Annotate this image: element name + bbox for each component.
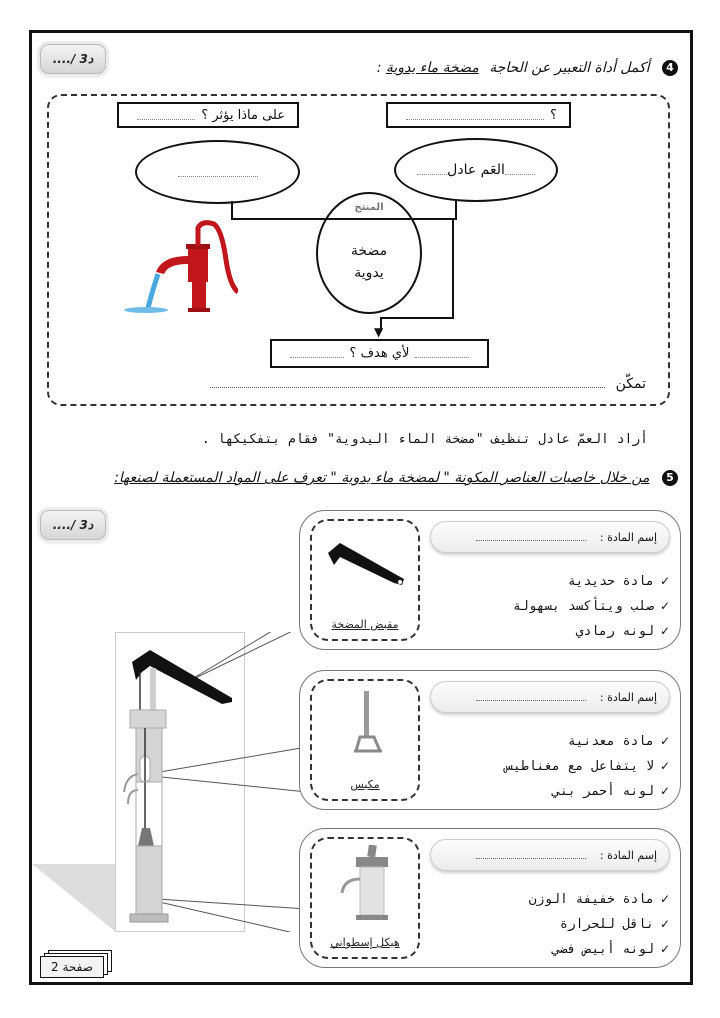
material-name-input[interactable] [476, 534, 586, 541]
ellipse-affects-answer[interactable] [135, 140, 300, 204]
property-text: لا يتفاعل مع مغناطيس [505, 759, 654, 774]
checkmark-icon: ✓ [659, 917, 670, 931]
score-badge-label: ..../ د3 [52, 518, 94, 532]
material-name-label: إسم المادة : [599, 690, 657, 704]
property-item [430, 569, 670, 594]
answer-line [505, 166, 535, 175]
material-name-input[interactable] [476, 694, 586, 701]
material-card [299, 510, 681, 650]
enables-row[interactable] [210, 376, 646, 392]
property-text: مادة حديدية [567, 574, 654, 589]
material-name-field[interactable] [430, 839, 670, 871]
question-5-text: من خلال خاصيات العناصر المكونة " لمضخة ماء يدوية " تعرف على المواد المستعملة لصنعها: [114, 470, 650, 486]
material-name-field[interactable] [430, 521, 670, 553]
question-number-badge: 5 [662, 470, 678, 486]
property-list [430, 729, 670, 804]
product-label: المنتج [354, 202, 384, 213]
property-item [430, 912, 670, 937]
pump-handle-part [132, 650, 232, 704]
property-text: لونه أحمر بني [552, 784, 654, 799]
checkmark-icon: ✓ [659, 599, 670, 613]
material-card [299, 828, 681, 968]
property-item [430, 729, 670, 754]
property-item [430, 887, 670, 912]
leader-line [187, 632, 307, 682]
pump-spout [156, 256, 188, 274]
question-5-title [114, 470, 678, 486]
diagram-shadow [32, 864, 116, 932]
page-number-label: صفحة 2 [51, 960, 93, 974]
leader-line [142, 747, 307, 775]
property-item [430, 779, 670, 804]
enables-answer-line[interactable] [210, 379, 605, 388]
cylinder-body-icon [334, 845, 400, 923]
material-name-label: إسم المادة : [599, 848, 657, 862]
score-badge-label: ..../ د3 [52, 52, 94, 66]
product-name-line2: يدوية [354, 265, 384, 281]
part-name: مقبض المضخة [331, 618, 399, 631]
checkmark-icon: ✓ [659, 892, 670, 906]
ellipse-right-value: العَم عادل [447, 162, 505, 178]
part-image-frame [310, 519, 420, 641]
material-name-label: إسم المادة : [599, 530, 657, 544]
pump-cylinder [188, 246, 208, 282]
question-4-title [377, 60, 678, 76]
answer-line [417, 166, 447, 175]
score-badge [40, 44, 106, 74]
material-card [299, 670, 681, 810]
arrow-down-icon: ▼ [374, 325, 384, 339]
part-image-frame [310, 679, 420, 801]
property-text: مادة خفيفة الوزن [528, 892, 654, 907]
part-name: مكبس [350, 778, 380, 791]
piston-part [138, 828, 154, 846]
score-badge [40, 510, 106, 540]
answer-line [178, 168, 258, 177]
question-4-subject: مضخة ماء يدوية [385, 60, 479, 76]
connector-line [452, 220, 454, 319]
property-list [430, 569, 670, 644]
material-name-field[interactable] [430, 681, 670, 713]
water-pump-illustration [122, 220, 238, 320]
property-text: ناقل للحرارة [560, 917, 654, 932]
ellipse-who-answer[interactable] [394, 138, 558, 202]
property-text: مادة معدنية [567, 734, 654, 749]
question-4-prefix: أكمل أداة التعبير عن الحاجة [489, 60, 650, 76]
property-item [430, 754, 670, 779]
checkmark-icon: ✓ [659, 624, 670, 638]
question-4-suffix: : [376, 60, 382, 76]
pump-exploded-diagram [32, 632, 332, 932]
affects-label: على ماذا يؤثر ؟ [201, 107, 285, 123]
product-name-line1: مضخة [350, 243, 388, 259]
leader-line [142, 775, 307, 792]
checkmark-icon: ✓ [659, 574, 670, 588]
checkmark-icon: ✓ [659, 784, 670, 798]
checkmark-icon: ✓ [659, 759, 670, 773]
water-stream [148, 274, 158, 308]
page-number-tag [40, 956, 104, 978]
affects-box[interactable] [117, 102, 299, 128]
material-name-input[interactable] [476, 852, 586, 859]
water-splash [124, 307, 168, 313]
answer-line [415, 349, 469, 358]
property-text: لونه رمادي [575, 624, 654, 639]
answer-line [290, 349, 344, 358]
pump-handle-icon [326, 539, 406, 589]
enables-label: تمكّن [615, 376, 646, 392]
piston-icon [342, 691, 392, 761]
intro-sentence: أراد العمّ عادل تنظيف "مضخة الماء اليدوية" فقام بتفكيكها . [201, 432, 648, 447]
property-item [430, 619, 670, 644]
part-name: هيكل إسطواني [330, 936, 400, 949]
connector-line [380, 317, 454, 319]
property-item [430, 937, 670, 962]
checkmark-icon: ✓ [659, 942, 670, 956]
checkmark-icon: ✓ [659, 734, 670, 748]
answer-line [406, 111, 544, 120]
pump-body [192, 280, 206, 310]
question-number-badge: 4 [662, 60, 678, 76]
property-text: صلب ويتأكسد بسهولة [513, 599, 654, 614]
property-list [430, 887, 670, 962]
answer-line [137, 111, 195, 120]
leader-line [187, 632, 307, 682]
property-item [430, 594, 670, 619]
who-label: ؟ [550, 107, 557, 123]
purpose-box[interactable] [270, 339, 489, 368]
property-text: لونه أبيض فضي [552, 942, 654, 957]
purpose-label: لأي هدف ؟ [349, 346, 410, 361]
who-box[interactable] [386, 102, 571, 128]
part-image-frame [310, 837, 420, 959]
